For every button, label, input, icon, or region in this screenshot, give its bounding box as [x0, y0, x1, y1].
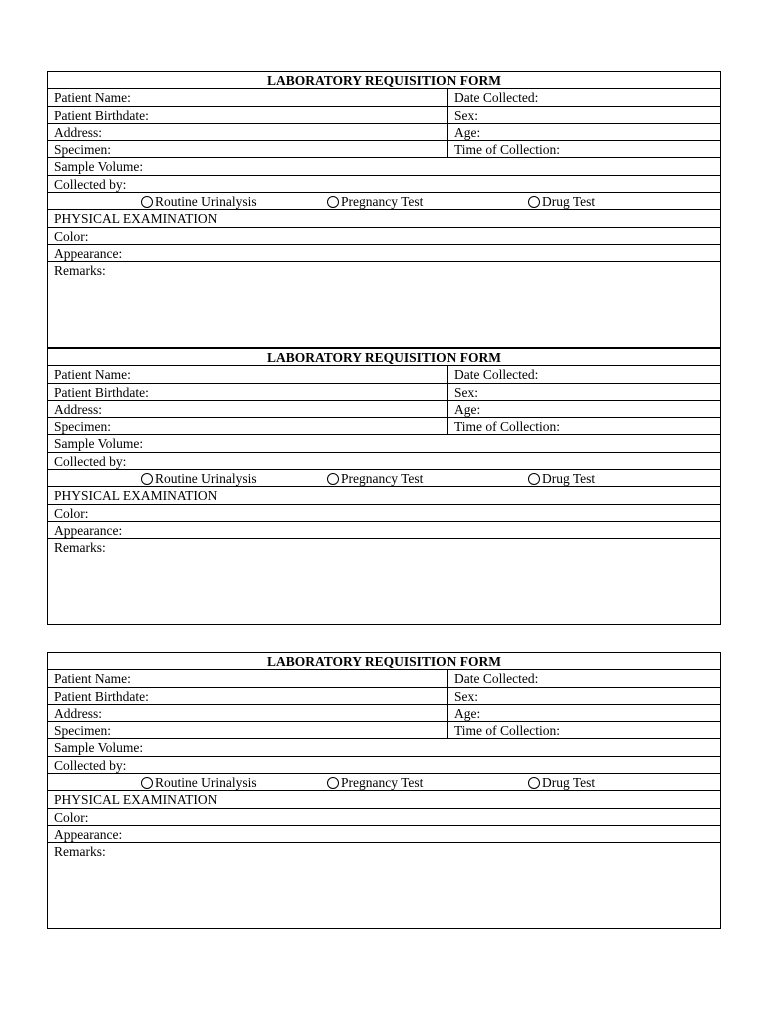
color-field[interactable]: Color: [54, 505, 89, 521]
date-collected-field[interactable]: Date Collected: [454, 90, 539, 106]
routine-urinalysis-option[interactable] [141, 470, 257, 487]
pregnancy-test-option[interactable] [327, 774, 423, 791]
patient-name-field[interactable]: Patient Name: [48, 89, 448, 105]
remarks-row [48, 262, 720, 347]
requisition-form [47, 348, 721, 625]
sample-volume-field[interactable]: Sample Volume: [54, 436, 144, 452]
radio-circle-icon[interactable] [141, 196, 153, 208]
address-field[interactable]: Address: [48, 705, 448, 721]
color-field[interactable]: Color: [54, 228, 89, 244]
date-collected-field[interactable]: Date Collected: [454, 671, 539, 687]
radio-circle-icon[interactable] [528, 196, 540, 208]
color-row [48, 228, 720, 245]
test-label: Pregnancy Test [341, 775, 424, 791]
physical-exam-heading: PHYSICAL EXAMINATION [54, 211, 218, 227]
birthdate-row [48, 688, 720, 705]
appearance-field[interactable]: Appearance: [54, 826, 123, 842]
appearance-row [48, 522, 720, 539]
sex-field[interactable]: Sex: [454, 384, 479, 400]
color-row [48, 809, 720, 826]
appearance-row [48, 826, 720, 843]
color-row [48, 505, 720, 522]
birthdate-row [48, 107, 720, 124]
test-label: Routine Urinalysis [155, 471, 257, 487]
requisition-form [47, 71, 721, 348]
birthdate-row [48, 384, 720, 401]
remarks-row [48, 843, 720, 928]
address-field[interactable]: Address: [48, 401, 448, 417]
physical-exam-row [48, 487, 720, 504]
age-field[interactable]: Age: [454, 124, 481, 140]
collected-by-row [48, 176, 720, 193]
time-of-collection-field[interactable]: Time of Collection: [454, 723, 561, 739]
date-collected-field[interactable]: Date Collected: [454, 367, 539, 383]
age-field[interactable]: Age: [454, 401, 481, 417]
specimen-row [48, 418, 720, 435]
patient-birthdate-field[interactable]: Patient Birthdate: [48, 384, 448, 400]
test-label: Pregnancy Test [341, 194, 424, 210]
specimen-field[interactable]: Specimen: [48, 418, 448, 434]
pregnancy-test-option[interactable] [327, 193, 423, 210]
address-row [48, 705, 720, 722]
specimen-field[interactable]: Specimen: [48, 141, 448, 157]
routine-urinalysis-option[interactable] [141, 193, 257, 210]
remarks-field[interactable]: Remarks: [54, 263, 106, 279]
patient-name-row [48, 89, 720, 106]
patient-name-row [48, 670, 720, 687]
form-title: LABORATORY REQUISITION FORM [266, 350, 502, 365]
test-label: Drug Test [542, 194, 596, 210]
test-label: Pregnancy Test [341, 471, 424, 487]
address-field[interactable]: Address: [48, 124, 448, 140]
specimen-field[interactable]: Specimen: [48, 722, 448, 738]
remarks-field[interactable]: Remarks: [54, 844, 106, 860]
radio-circle-icon[interactable] [141, 473, 153, 485]
collected-by-row [48, 453, 720, 470]
collected-by-field[interactable]: Collected by: [54, 176, 127, 192]
specimen-row [48, 141, 720, 158]
sex-field[interactable]: Sex: [454, 688, 479, 704]
time-of-collection-field[interactable]: Time of Collection: [454, 142, 561, 158]
test-label: Routine Urinalysis [155, 775, 257, 791]
appearance-field[interactable]: Appearance: [54, 245, 123, 261]
drug-test-option[interactable] [528, 193, 595, 210]
form-title-row [48, 349, 720, 366]
form-title: LABORATORY REQUISITION FORM [266, 73, 502, 88]
tests-row [48, 193, 720, 210]
test-label: Drug Test [542, 471, 596, 487]
form-title-row [48, 653, 720, 670]
collected-by-field[interactable]: Collected by: [54, 757, 127, 773]
radio-circle-icon[interactable] [528, 473, 540, 485]
routine-urinalysis-option[interactable] [141, 774, 257, 791]
radio-circle-icon[interactable] [327, 196, 339, 208]
pregnancy-test-option[interactable] [327, 470, 423, 487]
radio-circle-icon[interactable] [528, 777, 540, 789]
sample-volume-field[interactable]: Sample Volume: [54, 159, 144, 175]
patient-birthdate-field[interactable]: Patient Birthdate: [48, 688, 448, 704]
remarks-row [48, 539, 720, 624]
sample-volume-row [48, 739, 720, 756]
color-field[interactable]: Color: [54, 809, 89, 825]
sample-volume-field[interactable]: Sample Volume: [54, 740, 144, 756]
sample-volume-row [48, 435, 720, 452]
appearance-row [48, 245, 720, 262]
radio-circle-icon[interactable] [327, 777, 339, 789]
radio-circle-icon[interactable] [141, 777, 153, 789]
physical-exam-heading: PHYSICAL EXAMINATION [54, 488, 218, 504]
address-row [48, 401, 720, 418]
physical-exam-row [48, 210, 720, 227]
tests-row [48, 774, 720, 791]
patient-name-field[interactable]: Patient Name: [48, 670, 448, 686]
radio-circle-icon[interactable] [327, 473, 339, 485]
drug-test-option[interactable] [528, 774, 595, 791]
remarks-field[interactable]: Remarks: [54, 540, 106, 556]
physical-exam-heading: PHYSICAL EXAMINATION [54, 792, 218, 808]
appearance-field[interactable]: Appearance: [54, 522, 123, 538]
form-title-row [48, 72, 720, 89]
tests-row [48, 470, 720, 487]
specimen-row [48, 722, 720, 739]
form-title: LABORATORY REQUISITION FORM [266, 654, 502, 669]
physical-exam-row [48, 791, 720, 808]
drug-test-option[interactable] [528, 470, 595, 487]
sample-volume-row [48, 158, 720, 175]
collected-by-field[interactable]: Collected by: [54, 453, 127, 469]
address-row [48, 124, 720, 141]
patient-name-row [48, 366, 720, 383]
patient-birthdate-field[interactable]: Patient Birthdate: [48, 107, 448, 123]
requisition-form [47, 652, 721, 929]
patient-name-field[interactable]: Patient Name: [48, 366, 448, 382]
sex-field[interactable]: Sex: [454, 107, 479, 123]
test-label: Drug Test [542, 775, 596, 791]
time-of-collection-field[interactable]: Time of Collection: [454, 419, 561, 435]
collected-by-row [48, 757, 720, 774]
age-field[interactable]: Age: [454, 705, 481, 721]
test-label: Routine Urinalysis [155, 194, 257, 210]
